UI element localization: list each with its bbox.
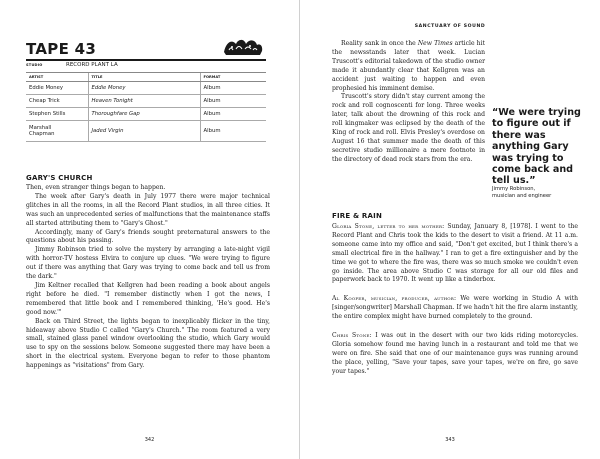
studio-label: STUDIO	[26, 63, 43, 67]
track-title: Jaded Virgin	[88, 121, 200, 142]
cheap-trick-logo	[222, 36, 264, 58]
right-body-text	[332, 223, 578, 387]
paragraph: Jim Keltner recalled that Kellgren had been reading a book about angels right before he died. "I remember distinctly when I got the news, I remembered that little book and I remembered thinking, 'He's good. He's good now.'"	[26, 281, 270, 316]
oral-history-entry	[332, 295, 578, 322]
entry-text: We were working in Studio A with [singer/songwriter] Marshall Chapman. If we hadn't hit the fire alarm instantly, the entire complex might have burned completely to the ground.	[332, 295, 578, 321]
track-format: Album	[200, 108, 266, 121]
speaker-label: Al Kooper, musician, producer, author:	[332, 295, 457, 303]
right-intro-text	[332, 40, 485, 165]
running-head: SANCTUARY OF SOUND	[414, 24, 486, 29]
pull-quote-name: Jimmy Robinson,	[492, 186, 536, 192]
track-artist: Cheap Trick	[26, 95, 88, 108]
track-format: Album	[200, 121, 266, 142]
col-format: FORMAT	[200, 73, 266, 82]
left-body-text	[26, 184, 270, 371]
title-rule	[26, 59, 266, 61]
speaker-label: Gloria Stone, letter to her mother:	[332, 223, 445, 230]
paragraph: Truscott's story didn't stay current among the rock and roll cognoscenti for long. Three weeks later, talk about the drowning of this rock and roll kingmaker was eclipsed by the death of the King of rock and roll. Elvis Presley's overdose on August 16 that summer made the death of this secretive studio millionaire a mere footnote in the directory of dead rock stars from the era.	[332, 93, 485, 163]
col-artist: ARTIST	[26, 73, 88, 82]
section-heading-garys-church: GARY'S CHURCH	[26, 174, 93, 182]
table-header-row	[26, 73, 266, 82]
track-artist: Stephen Stills	[26, 108, 88, 121]
right-page	[300, 0, 600, 459]
table-row	[26, 108, 266, 121]
oral-history-entry	[332, 223, 578, 285]
entry-text: I was out in the desert with our two kids riding motorcycles. Gloria somehow found me having lunch in a restaurant and told me that we were on fire. She said that one of our maintenance guys was running around the place, yelling, "Save your tapes, save your tapes, we're on fire, go save your tapes."	[332, 332, 579, 375]
paragraph: Reality sank in once the New Times article hit the newsstands later that week. Lucian Truscott's editorial takedown of the studio owner made it abundantly clear that Kellgren was an accident just waiting to happen and even prophesied his imminent demise.	[332, 40, 485, 92]
table-row	[26, 95, 266, 108]
track-table	[26, 72, 266, 142]
col-title: TITLE	[88, 73, 200, 82]
pull-quote-role: musician and engineer	[492, 193, 552, 200]
oral-history-entry	[332, 332, 578, 377]
entry-text: Sunday, January 8, [1978]. I went to the Record Plant and Chris took the kids to the desert to visit a friend. At 11 a.m. someone came into my office and said, "Don't get excited, but I think there's a small electrical fire in the hallway." I ran to get a fire extinguisher and by the time we got to where the fire was, there was so much smoke we couldn't even go inside. The area above Studio C was storage for all our old files and paperwork back to 1970. It went up like a tinderbox.	[332, 223, 578, 284]
track-format: Album	[200, 82, 266, 95]
pull-quote-credit	[492, 186, 582, 200]
track-artist: Marshall Chapman	[26, 121, 88, 142]
paragraph: Back on Third Street, the lights began to inexplicably flicker in the tiny, hideaway above Studio C called "Gary's Church." The room featured a very small, stained glass panel window overlooking the studio, which Gary would use to spy on the sessions below. Someone suggested there may have been a short in the electrical system. Everyone began to refer to those phantom happenings as "visitations" from Gary.	[26, 317, 270, 370]
page-number-right: 343	[445, 437, 455, 443]
table-row	[26, 82, 266, 95]
track-title: Thoroughfare Gap	[88, 108, 200, 121]
paragraph: Jimmy Robinson tried to solve the mystery by arranging a late-night vigil with horror-TV hostess Elvira to conjure up clues. "We were trying to figure out if there was anything that Gary was trying to come back and tell us from the dark."	[26, 246, 270, 281]
track-artist: Eddie Money	[26, 82, 88, 95]
paragraph: The week after Gary's death in July 1977 there were major technical glitches in all the rooms, in all the Record Plant studios, in all three cities. It was such an unprecedented series of malfunctions that the maintenance staffs all started attributing them to "Gary's Ghost."	[26, 192, 270, 227]
paragraph: Accordingly, many of Gary's friends sought preternatural answers to the questions about his passing.	[26, 228, 270, 245]
page-number-left: 342	[144, 437, 155, 443]
track-title: Eddie Money	[88, 82, 200, 95]
tape-title: TAPE 43	[26, 40, 97, 58]
track-title: Heaven Tonight	[88, 95, 200, 108]
studio-value: RECORD PLANT LA	[66, 62, 118, 68]
section-heading-fire-rain: FIRE & RAIN	[332, 212, 383, 220]
studio-row	[26, 62, 266, 72]
speaker-label: Chris Stone:	[332, 332, 372, 340]
track-format: Album	[200, 95, 266, 108]
paragraph: Then, even stranger things began to happen.	[26, 184, 166, 191]
pull-quote: “We were trying to figure out if there was anything Gary was trying to come back and tell us.”	[492, 107, 581, 187]
table-row	[26, 121, 266, 142]
